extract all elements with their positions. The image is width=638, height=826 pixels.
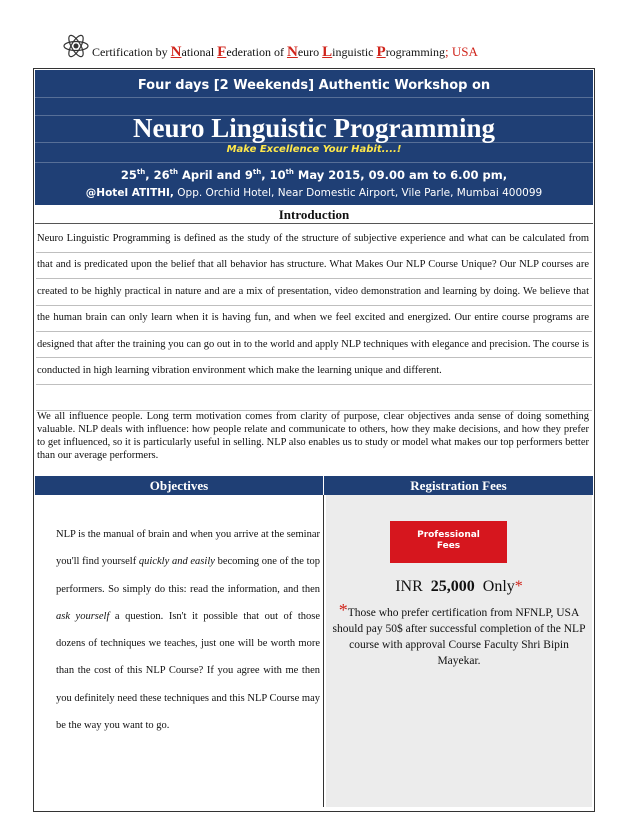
date-sep: April and bbox=[177, 168, 245, 182]
introduction-paragraph-2: We all influence people. Long term motivation comes from clarity of purpose, clear objectives anda sense of doing something valuable. NLP deals with influence: how people relate and communicate to others, how they make decisions, and how they prefer to get influenced, so it is particularly useful in selling. NLP also enables us to study or model what makes our top performers better than our average performers. bbox=[37, 411, 589, 462]
date-num: 10 bbox=[269, 168, 286, 182]
date-sup: th bbox=[169, 168, 178, 177]
introduction-paragraph-1: Neuro Linguistic Programming is defined as the study of the structure of subjective experience and what can be calculated from that and is predicated upon the belief that all behavior has structure. What Makes Our NLP Course Unique? Our NLP courses are created to be highly practical in nature and are a mix of presentation, video demonstration and learning by doing. We believe that the human brain can only learn when it is having fun, and when we feel excited and energized. Our entire course programs are designed that after the training you can go out in to the world and apply NLP techniques with elegance and precision. The course is conducted in high learning vibration environment which make the learning unique and different. bbox=[37, 233, 589, 377]
certification-prefix: Certification by bbox=[92, 45, 171, 59]
banner-venue bbox=[35, 187, 593, 199]
badge-line-1: Professional bbox=[417, 530, 480, 540]
registration-fees-heading: Registration Fees bbox=[324, 476, 593, 495]
objectives-emphasis: ask yourself bbox=[56, 610, 110, 622]
date-sup: th bbox=[136, 168, 146, 177]
date-sep: , bbox=[145, 168, 154, 182]
word-euro: euro bbox=[297, 45, 323, 59]
introduction-body bbox=[37, 226, 589, 462]
word-inguistic: inguistic bbox=[332, 45, 377, 59]
certification-line bbox=[62, 36, 602, 66]
banner-tagline: Make Excellence Your Habit....! bbox=[226, 144, 402, 155]
fee-note bbox=[331, 602, 587, 669]
fee-asterisk: * bbox=[514, 578, 523, 595]
initial-p: P bbox=[376, 44, 386, 60]
date-sep: , bbox=[261, 168, 270, 182]
objectives-heading: Objectives bbox=[35, 476, 323, 495]
fee-only: Only bbox=[482, 578, 515, 595]
workshop-banner bbox=[35, 70, 593, 205]
fee-amount bbox=[326, 578, 592, 596]
venue-address: Opp. Orchid Hotel, Near Domestic Airport, Vile Parle, Mumbai 400099 bbox=[173, 187, 543, 199]
date-sup: th bbox=[252, 168, 262, 177]
initial-n2: N bbox=[286, 44, 298, 60]
country-suffix: ; USA bbox=[445, 44, 478, 59]
objectives-text bbox=[56, 521, 320, 739]
atom-logo-icon bbox=[62, 32, 90, 60]
date-sup: th bbox=[285, 168, 294, 177]
date-sep: May 2015, 09.00 am to 6.00 pm, bbox=[293, 168, 508, 182]
venue-name: @Hotel ATITHI, bbox=[85, 187, 174, 199]
initial-f: F bbox=[217, 44, 227, 60]
word-rogramming: rogramming bbox=[385, 45, 446, 59]
introduction-heading: Introduction bbox=[35, 206, 593, 224]
objectives-emphasis: quickly and easily bbox=[138, 556, 215, 568]
initial-l: L bbox=[322, 44, 333, 60]
date-num: 25 bbox=[120, 168, 137, 182]
objectives-text-part: becoming one of the top performers. So simply do this: read the information, and then bbox=[56, 556, 320, 595]
objectives-text-part: NLP is the manual of brain and when you arrive at the seminar you'll find yourself bbox=[56, 529, 320, 568]
professional-fees-badge bbox=[390, 521, 507, 563]
fee-note-text: Those who prefer certification from NFNLP, USA should pay 50$ after successful completion of the NLP course with approval Course Faculty Shri Bipin Mayekar. bbox=[332, 607, 586, 667]
word-of: of bbox=[273, 45, 287, 59]
note-asterisk: * bbox=[338, 600, 348, 620]
banner-title: Neuro Linguistic Programming bbox=[133, 113, 495, 143]
banner-subtitle: Four days [2 Weekends] Authentic Workshop on bbox=[137, 78, 491, 93]
initial-n: N bbox=[170, 44, 182, 60]
fee-value: 25,000 bbox=[430, 578, 475, 595]
badge-line-2: Fees bbox=[436, 541, 461, 551]
word-ederation: ederation bbox=[226, 45, 274, 59]
column-divider bbox=[323, 495, 324, 807]
fee-currency: INR bbox=[395, 578, 423, 595]
date-num: 26 bbox=[153, 168, 170, 182]
banner-dates bbox=[35, 168, 593, 182]
date-num: 9 bbox=[244, 168, 253, 182]
objectives-text-part: a question. Isn't it possible that out of those dozens of techniques we teaches, just one will be worth more than the cost of this NLP Course? If you agree with me then you definitely need these techniques and this NLP Course may be the way you want to go. bbox=[56, 610, 320, 732]
word-ational: ational bbox=[181, 45, 218, 59]
